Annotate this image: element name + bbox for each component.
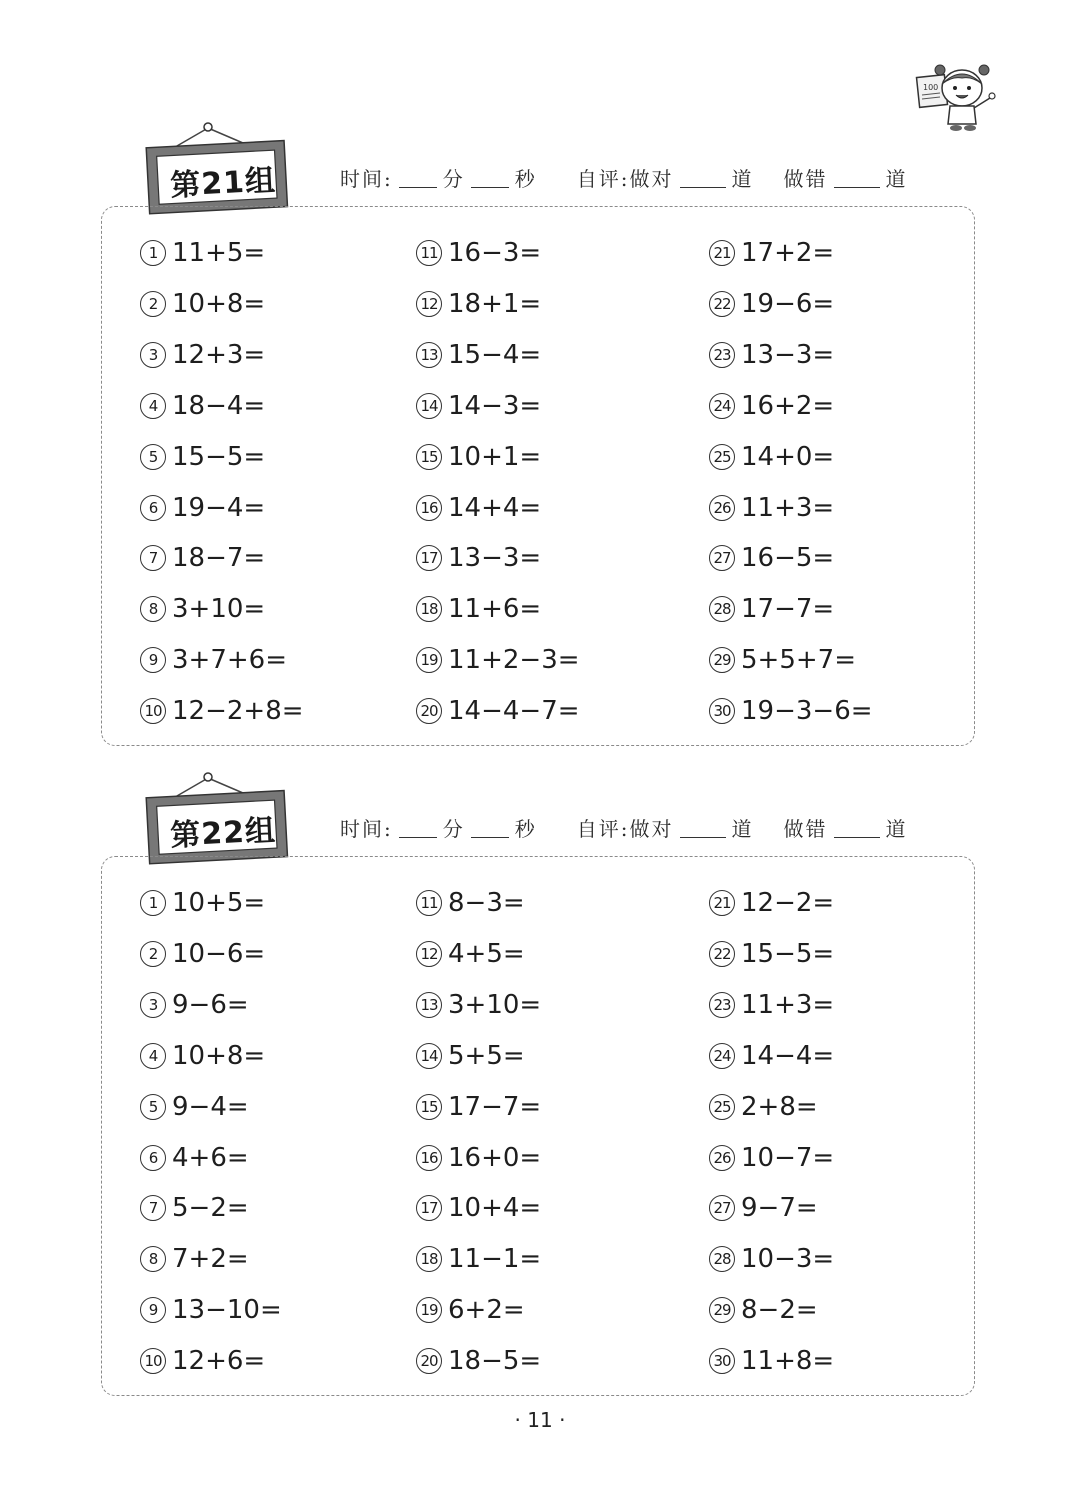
- problem-number: 24: [709, 393, 735, 419]
- problem-number: 7: [140, 1195, 166, 1221]
- question-unit: 道: [731, 166, 754, 191]
- problem-number: 3: [140, 992, 166, 1018]
- problem-item: [709, 1036, 834, 1076]
- problem-expression: 19−6=: [741, 288, 835, 319]
- problem-expression: 11+6=: [448, 594, 542, 625]
- problem-item: [140, 1087, 249, 1127]
- problem-item: [709, 386, 834, 426]
- problem-expression: 9−4=: [172, 1091, 249, 1122]
- problem-number: 5: [140, 444, 166, 470]
- problem-number: 19: [416, 1297, 442, 1323]
- problem-expression: 12+6=: [172, 1346, 266, 1377]
- problem-expression: 10−3=: [741, 1244, 835, 1275]
- problem-number: 5: [140, 1094, 166, 1120]
- problem-expression: 10−6=: [172, 938, 266, 969]
- problem-number: 8: [140, 1246, 166, 1272]
- problem-item: [140, 934, 265, 974]
- problem-expression: 6+2=: [448, 1295, 525, 1326]
- problem-number: 1: [140, 240, 166, 266]
- second-unit: 秒: [514, 816, 537, 841]
- problem-number: 21: [709, 890, 735, 916]
- problem-expression: 18+1=: [448, 288, 542, 319]
- problem-number: 23: [709, 342, 735, 368]
- problem-number: 2: [140, 941, 166, 967]
- problem-expression: 11+5=: [172, 238, 266, 268]
- correct-count-blank[interactable]: [680, 817, 726, 838]
- problem-item: [140, 1036, 265, 1076]
- problem-item: [140, 1239, 249, 1279]
- wrong-count-blank[interactable]: [834, 167, 880, 188]
- correct-count-blank[interactable]: [680, 167, 726, 188]
- problem-number: 10: [140, 698, 166, 724]
- problem-item: [709, 1188, 818, 1228]
- problem-item: [416, 883, 525, 923]
- problem-expression: 15−4=: [448, 339, 542, 370]
- problem-expression: 3+10=: [448, 989, 542, 1020]
- problem-expression: 11+3=: [741, 989, 835, 1020]
- problem-expression: 12−2+8=: [172, 696, 304, 727]
- problem-item: [416, 538, 541, 578]
- problem-number: 20: [416, 698, 442, 724]
- problem-expression: 14+4=: [448, 492, 542, 523]
- problem-number: 20: [416, 1348, 442, 1374]
- problem-number: 18: [416, 1246, 442, 1272]
- problem-number: 9: [140, 647, 166, 673]
- problem-item: [416, 1290, 525, 1330]
- problem-expression: 10+8=: [172, 1040, 266, 1071]
- problem-number: 9: [140, 1297, 166, 1323]
- problem-item: [416, 1036, 525, 1076]
- problem-expression: 13−3=: [448, 543, 542, 574]
- problem-item: [140, 1290, 282, 1330]
- problem-item: [709, 1341, 834, 1381]
- problem-number: 22: [709, 941, 735, 967]
- problem-number: 27: [709, 545, 735, 571]
- problem-item: [709, 985, 834, 1025]
- problem-expression: 17−7=: [448, 1091, 542, 1122]
- problem-expression: 19−4=: [172, 492, 266, 523]
- problem-item: [416, 284, 541, 324]
- problem-expression: 3+7+6=: [172, 645, 287, 676]
- problem-expression: 5−2=: [172, 1193, 249, 1224]
- problem-expression: 2+8=: [741, 1091, 818, 1122]
- problem-number: 18: [416, 596, 442, 622]
- problem-number: 21: [709, 240, 735, 266]
- problem-expression: 11−1=: [448, 1244, 542, 1275]
- problem-item: [140, 1188, 249, 1228]
- problem-item: [709, 335, 834, 375]
- problem-expression: 10+8=: [172, 288, 266, 319]
- problem-expression: 16−5=: [741, 543, 835, 574]
- wrong-label: 做错: [783, 816, 828, 841]
- problem-item: [709, 437, 834, 477]
- problem-item: [416, 691, 580, 731]
- problem-item: [416, 640, 580, 680]
- problem-item: [709, 640, 856, 680]
- problem-item: [709, 589, 834, 629]
- problem-item: [416, 985, 541, 1025]
- problem-expression: 5+5+7=: [741, 645, 856, 676]
- problem-item: [140, 284, 265, 324]
- problem-item: [416, 1188, 541, 1228]
- problem-expression: 17+2=: [741, 238, 835, 268]
- problem-expression: 10−7=: [741, 1142, 835, 1173]
- problem-number: 6: [140, 495, 166, 521]
- problem-expression: 17−7=: [741, 594, 835, 625]
- problem-item: [140, 985, 249, 1025]
- problem-number: 6: [140, 1145, 166, 1171]
- time-label: 时间:: [340, 816, 393, 841]
- problem-number: 4: [140, 393, 166, 419]
- problem-expression: 10+1=: [448, 441, 542, 472]
- problem-item: [416, 589, 541, 629]
- problem-expression: 19−3−6=: [741, 696, 873, 727]
- problem-number: 14: [416, 393, 442, 419]
- problem-number: 10: [140, 1348, 166, 1374]
- problem-item: [709, 233, 834, 273]
- problem-item: [140, 335, 265, 375]
- problem-expression: 8−3=: [448, 888, 525, 918]
- seconds-blank[interactable]: [471, 817, 509, 838]
- problem-item: [709, 1239, 834, 1279]
- problem-item: [709, 1087, 818, 1127]
- problem-expression: 14−4−7=: [448, 696, 580, 727]
- problem-number: 11: [416, 890, 442, 916]
- problem-item: [416, 386, 541, 426]
- problem-expression: 18−7=: [172, 543, 266, 574]
- problem-item: [709, 934, 834, 974]
- problem-expression: 11+8=: [741, 1346, 835, 1377]
- problem-number: 13: [416, 992, 442, 1018]
- problem-expression: 13−3=: [741, 339, 835, 370]
- mascot-sign-text: 100: [923, 83, 939, 92]
- problem-number: 25: [709, 444, 735, 470]
- problem-item: [416, 437, 541, 477]
- seconds-blank[interactable]: [471, 167, 509, 188]
- problem-item: [709, 538, 834, 578]
- problem-expression: 10+5=: [172, 888, 266, 918]
- problem-number: 15: [416, 1094, 442, 1120]
- problem-item: [709, 284, 834, 324]
- problem-item: [140, 538, 265, 578]
- group-title: 第22组: [169, 813, 277, 854]
- problem-expression: 15−5=: [741, 938, 835, 969]
- problem-number: 25: [709, 1094, 735, 1120]
- page-number: · 11 ·: [514, 1408, 566, 1432]
- problem-number: 27: [709, 1195, 735, 1221]
- problem-number: 28: [709, 1246, 735, 1272]
- problem-item: [140, 883, 265, 923]
- problem-number: 29: [709, 1297, 735, 1323]
- problem-item: [709, 488, 834, 528]
- problem-item: [140, 589, 265, 629]
- problem-number: 28: [709, 596, 735, 622]
- problem-item: [140, 1138, 249, 1178]
- problem-item: [416, 488, 541, 528]
- problem-item: [140, 1341, 265, 1381]
- problem-expression: 16+0=: [448, 1142, 542, 1173]
- problem-number: 24: [709, 1043, 735, 1069]
- problem-number: 3: [140, 342, 166, 368]
- problem-number: 14: [416, 1043, 442, 1069]
- problem-expression: 3+10=: [172, 594, 266, 625]
- minutes-blank[interactable]: [399, 817, 437, 838]
- minute-unit: 分: [442, 166, 465, 191]
- problem-item: [709, 1138, 834, 1178]
- problem-item: [140, 437, 265, 477]
- group-title: 第21组: [169, 163, 277, 204]
- problem-expression: 14+0=: [741, 441, 835, 472]
- problem-number: 7: [140, 545, 166, 571]
- self-eval-label: 自评:做对: [576, 816, 674, 841]
- problem-number: 12: [416, 941, 442, 967]
- problem-expression: 9−7=: [741, 1193, 818, 1224]
- question-unit: 道: [731, 816, 754, 841]
- problem-expression: 16−3=: [448, 238, 542, 268]
- problem-expression: 14−3=: [448, 390, 542, 421]
- problem-expression: 7+2=: [172, 1244, 249, 1275]
- problem-item: [140, 233, 265, 273]
- problem-number: 2: [140, 291, 166, 317]
- problem-expression: 4+6=: [172, 1142, 249, 1173]
- problem-item: [416, 1138, 541, 1178]
- wrong-label: 做错: [783, 166, 828, 191]
- problem-number: 19: [416, 647, 442, 673]
- problem-item: [140, 691, 304, 731]
- problem-expression: 9−6=: [172, 989, 249, 1020]
- problem-item: [416, 1087, 541, 1127]
- question-unit: 道: [885, 166, 908, 191]
- problem-number: 16: [416, 495, 442, 521]
- problem-expression: 14−4=: [741, 1040, 835, 1071]
- problem-expression: 5+5=: [448, 1040, 525, 1071]
- problem-number: 8: [140, 596, 166, 622]
- problem-item: [416, 1239, 541, 1279]
- self-eval-label: 自评:做对: [576, 166, 674, 191]
- problem-number: 11: [416, 240, 442, 266]
- problem-item: [416, 233, 541, 273]
- problem-expression: 13−10=: [172, 1295, 282, 1326]
- time-label: 时间:: [340, 166, 393, 191]
- problem-item: [709, 1290, 818, 1330]
- problem-expression: 11+3=: [741, 492, 835, 523]
- problem-number: 26: [709, 495, 735, 521]
- problem-item: [416, 1341, 541, 1381]
- problem-number: 17: [416, 545, 442, 571]
- minute-unit: 分: [442, 816, 465, 841]
- problem-number: 22: [709, 291, 735, 317]
- problem-number: 17: [416, 1195, 442, 1221]
- problem-item: [709, 883, 834, 923]
- problem-item: [140, 386, 265, 426]
- problem-expression: 4+5=: [448, 938, 525, 969]
- wrong-count-blank[interactable]: [834, 817, 880, 838]
- problem-number: 23: [709, 992, 735, 1018]
- problem-number: 30: [709, 1348, 735, 1374]
- problem-item: [709, 691, 873, 731]
- problem-expression: 12+3=: [172, 339, 266, 370]
- problem-number: 1: [140, 890, 166, 916]
- problem-expression: 10+4=: [448, 1193, 542, 1224]
- problem-number: 26: [709, 1145, 735, 1171]
- problem-expression: 12−2=: [741, 888, 835, 918]
- problem-number: 4: [140, 1043, 166, 1069]
- problem-number: 13: [416, 342, 442, 368]
- problem-number: 15: [416, 444, 442, 470]
- score-header: [340, 812, 908, 842]
- problem-number: 12: [416, 291, 442, 317]
- problem-number: 30: [709, 698, 735, 724]
- minutes-blank[interactable]: [399, 167, 437, 188]
- question-unit: 道: [885, 816, 908, 841]
- problem-expression: 11+2−3=: [448, 645, 580, 676]
- problem-expression: 15−5=: [172, 441, 266, 472]
- problem-expression: 18−5=: [448, 1346, 542, 1377]
- problem-item: [416, 335, 541, 375]
- score-header: [340, 162, 908, 192]
- problem-number: 16: [416, 1145, 442, 1171]
- problem-item: [140, 640, 287, 680]
- problem-expression: 18−4=: [172, 390, 266, 421]
- mascot-illustration: [912, 62, 1008, 134]
- problem-number: 29: [709, 647, 735, 673]
- second-unit: 秒: [514, 166, 537, 191]
- problem-item: [416, 934, 525, 974]
- problem-expression: 16+2=: [741, 390, 835, 421]
- problem-expression: 8−2=: [741, 1295, 818, 1326]
- problem-item: [140, 488, 265, 528]
